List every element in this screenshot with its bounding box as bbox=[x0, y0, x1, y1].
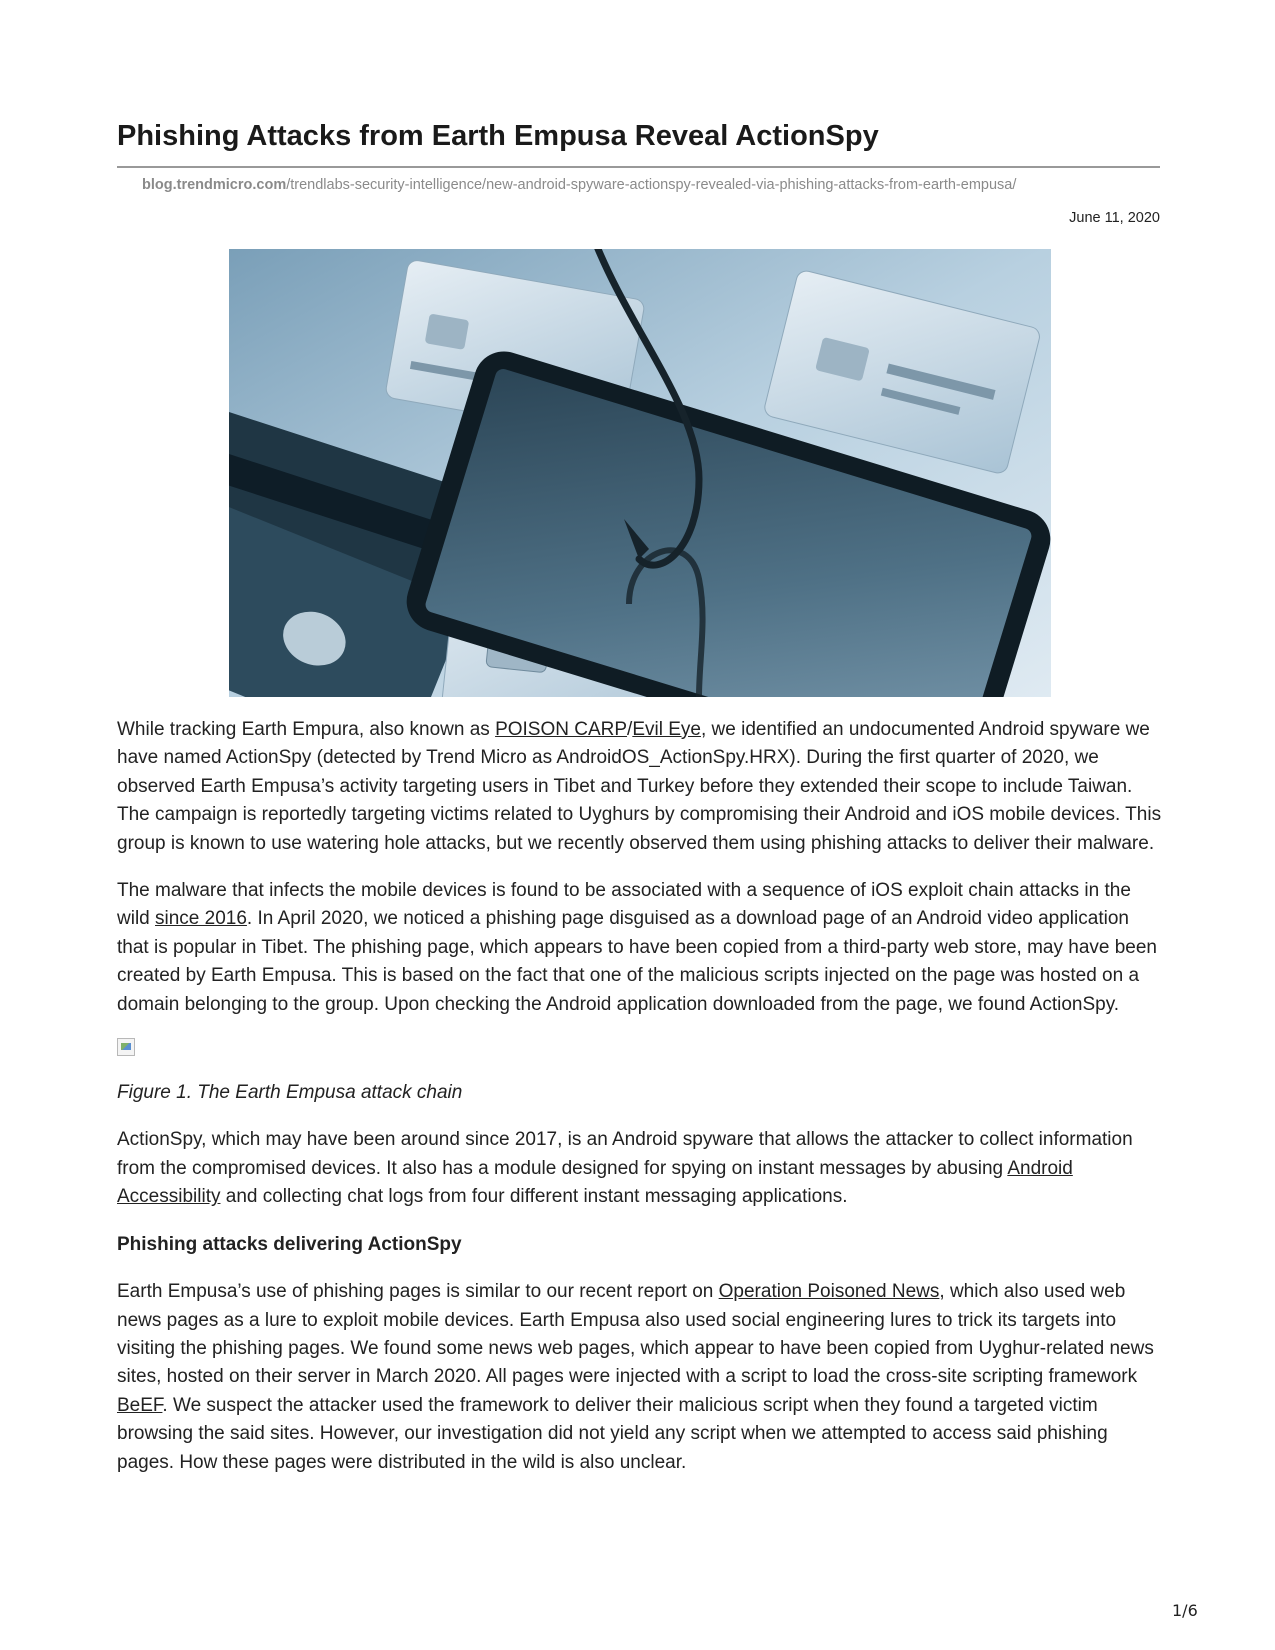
source-url[interactable] bbox=[142, 177, 1016, 193]
phishing-hook-icon bbox=[229, 249, 1051, 697]
article-title: Phishing Attacks from Earth Empusa Reveal ActionSpy bbox=[117, 120, 879, 152]
article-body bbox=[117, 716, 1163, 1496]
paragraph-malware: The malware that infects the mobile devices is found to be associated with a sequence of iOS exploit chain attacks in the wild since 2016. In April 2020, we noticed a phishing page disguised as a download page of an Android video application that is popular in Tibet. The phishing page, which appears to have been copied from a third-party web store, may have been created by Earth Empusa. This is based on the fact that one of the malicious scripts injected on the page was hosted on a domain belonging to the group. Upon checking the Android application downloaded from the page, we found ActionSpy. bbox=[117, 880, 1157, 1015]
poison-carp-link[interactable]: POISON CARP bbox=[495, 719, 628, 740]
hero-image bbox=[229, 249, 1051, 697]
source-domain: blog.trendmicro.com bbox=[142, 177, 287, 193]
since-2016-link[interactable]: since 2016 bbox=[155, 908, 247, 930]
operation-poisoned-news-link[interactable]: Operation Poisoned News bbox=[718, 1281, 940, 1303]
paragraph-actionspy: ActionSpy, which may have been around since 2017, is an Android spyware that allows the attacker to collect information from the compromised devices. It also has a module designed for spying on instant messages by abusing Android Accessibility and collecting chat logs from four different instant messaging applications. bbox=[117, 1129, 1133, 1208]
android-accessibility-link[interactable]: Android Accessibility bbox=[117, 1157, 1073, 1208]
figure-caption: Figure 1. The Earth Empusa attack chain bbox=[117, 1082, 463, 1104]
beef-link[interactable]: BeEF bbox=[117, 1394, 163, 1416]
broken-image-icon bbox=[117, 1038, 135, 1056]
page-number: 1/6 bbox=[1172, 1601, 1198, 1620]
publish-date: June 11, 2020 bbox=[1069, 210, 1160, 226]
source-path: /trendlabs-security-intelligence/new-android-spyware-actionspy-revealed-via-phishing-attacks-from-earth-empusa/ bbox=[286, 177, 1017, 193]
section-heading: Phishing attacks delivering ActionSpy bbox=[117, 1233, 462, 1255]
paragraph-phishing: Earth Empusa’s use of phishing pages is similar to our recent report on Operation Poisoned News, which also used web news pages as a lure to exploit mobile devices. Earth Empusa also used social engineering lures to trick its targets into visiting the phishing pages. We found some news web pages, which appear to have been copied from Uyghur-related news sites, hosted on their server in March 2020. All pages were injected with a script to load the cross-site scripting framework BeEF. We suspect the attacker used the framework to deliver their malicious script when they found a targeted victim browsing the said sites. However, our investigation did not yield any script when we attempted to access said phishing pages. How these pages were distributed in the wild is also unclear. bbox=[117, 1281, 1154, 1473]
paragraph-intro: While tracking Earth Empura, also known as POISON CARP/Evil Eye, we identified an undocumented Android spyware we have named ActionSpy (detected by Trend Micro as AndroidOS_ActionSpy.HRX). During the first quarter of 2020, we observed Earth Empusa’s activity targeting users in Tibet and Turkey before they extended their scope to include Taiwan. The campaign is reportedly targeting victims related to Uyghurs by compromising their Android and iOS mobile devices. This group is known to use watering hole attacks, but we recently observed them using phishing attacks to deliver their malware. bbox=[117, 719, 1162, 854]
evil-eye-link[interactable]: Evil Eye bbox=[632, 719, 701, 740]
title-divider bbox=[117, 166, 1160, 168]
